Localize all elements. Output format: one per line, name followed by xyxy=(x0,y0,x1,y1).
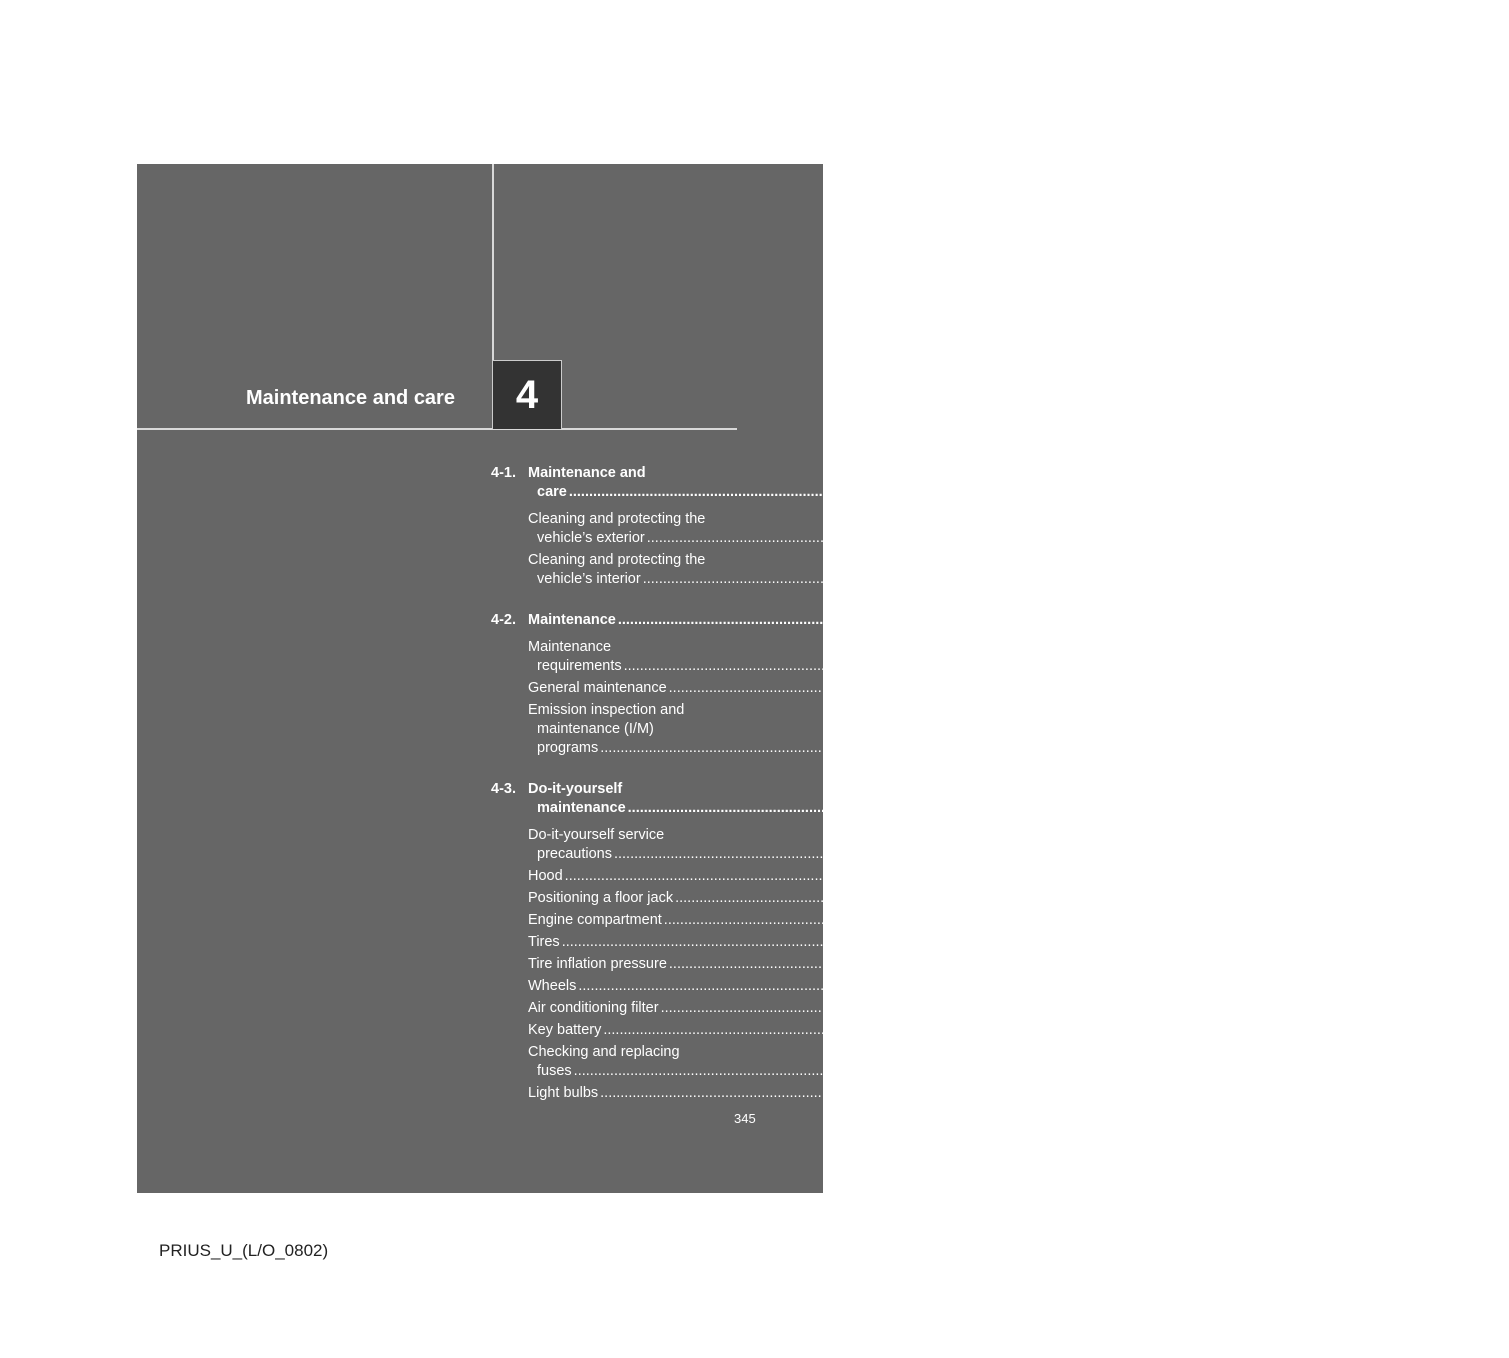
page-number: 345 xyxy=(734,1111,756,1126)
toc-line-text: Maintenance xyxy=(528,612,616,628)
toc-section-heading[interactable] xyxy=(491,611,1452,630)
toc-page-number[interactable]: 351 xyxy=(1427,612,1452,628)
toc-entry[interactable] xyxy=(491,1084,1435,1103)
toc-line xyxy=(528,977,1413,996)
toc-section-number: 4-3. xyxy=(491,781,516,797)
chapter-number: 4 xyxy=(515,372,539,417)
toc-line xyxy=(528,1084,1435,1103)
toc-page-number[interactable]: 346 xyxy=(1456,530,1481,546)
toc-line xyxy=(528,1021,1438,1040)
toc-entry[interactable] xyxy=(491,701,1435,758)
toc-line-text: fuses xyxy=(537,1063,572,1079)
toc-page-number[interactable]: 398 xyxy=(1383,1063,1408,1079)
toc-line xyxy=(528,867,1399,886)
toc-entry[interactable] xyxy=(491,955,1503,974)
toc-line xyxy=(528,657,1458,676)
toc-line-text: programs xyxy=(537,740,599,756)
chapter-number-tab xyxy=(492,360,562,429)
toc-line xyxy=(528,1043,739,1062)
toc-line-text: Light bulbs xyxy=(528,1085,599,1101)
dot-leader: ........................................................................................................................................................................................................ xyxy=(561,934,1368,950)
toc-entry[interactable] xyxy=(491,999,1495,1018)
dot-leader: ........................................................................................................................................................................................................ xyxy=(603,1022,1410,1038)
toc-page-number[interactable]: 351 xyxy=(1433,658,1458,674)
dot-leader: ........................................................................................................................................................................................................ xyxy=(668,680,1475,696)
spacer xyxy=(491,818,739,823)
toc-section-number: 4-2. xyxy=(491,612,516,628)
toc-line xyxy=(528,933,1396,952)
toc-entry[interactable] xyxy=(491,867,1399,886)
toc-entry[interactable] xyxy=(491,1043,1408,1081)
toc-entry[interactable] xyxy=(491,1021,1438,1040)
dot-leader: ........................................................................................................................................................................................................ xyxy=(600,1085,1406,1101)
toc-line-text: Hood xyxy=(528,868,563,884)
toc-line-text: vehicle’s interior xyxy=(537,571,641,587)
toc-line xyxy=(528,889,1509,908)
toc-entry[interactable] xyxy=(491,933,1396,952)
toc-page-number[interactable]: 356 xyxy=(1409,740,1435,756)
toc-line xyxy=(528,911,1498,930)
toc-entry[interactable] xyxy=(491,551,1477,589)
toc-entry[interactable] xyxy=(491,510,1481,548)
divider-horizontal xyxy=(137,428,737,430)
toc-page-number[interactable]: 357 xyxy=(1423,846,1448,862)
toc-page-number[interactable]: 396 xyxy=(1413,1022,1438,1038)
dot-leader: ........................................................................................................................................................................................................ xyxy=(627,800,1434,816)
dot-leader: ........................................................................................................................................................................................................ xyxy=(600,740,1406,756)
toc-line-text: care xyxy=(537,484,567,500)
toc-line-text: Wheels xyxy=(528,978,577,994)
toc-line xyxy=(528,483,1403,502)
toc-section-number: 4-1. xyxy=(491,465,516,481)
toc-page-number[interactable]: 353 xyxy=(1478,680,1503,696)
toc-line xyxy=(528,799,1462,818)
toc-line-text: Do-it-yourself xyxy=(528,781,623,797)
toc-section xyxy=(491,464,1481,589)
toc-entry[interactable] xyxy=(491,638,1458,676)
toc-entry[interactable] xyxy=(491,911,1498,930)
toc-page-number[interactable]: 379 xyxy=(1371,934,1396,950)
toc-line-text: vehicle’s exterior xyxy=(537,530,645,546)
toc-line xyxy=(528,529,1481,548)
toc-entry[interactable] xyxy=(491,826,1448,864)
toc-line xyxy=(528,701,739,720)
toc-line xyxy=(528,638,739,657)
toc-page-number[interactable]: 362 xyxy=(1484,890,1509,906)
toc-page-number[interactable]: 348 xyxy=(1452,571,1477,587)
toc-line-text: Positioning a floor jack xyxy=(528,890,674,906)
toc-section-heading[interactable] xyxy=(491,464,1403,502)
toc-line xyxy=(528,679,1503,698)
dot-leader: ........................................................................................................................................................................................................ xyxy=(646,530,1453,546)
toc-entry[interactable] xyxy=(491,889,1509,908)
toc-entry[interactable] xyxy=(491,977,1413,996)
toc-page-number[interactable]: 388 xyxy=(1478,956,1503,972)
dot-leader: ........................................................................................................................................................................................................ xyxy=(668,956,1475,972)
toc-line-text: General maintenance xyxy=(528,680,667,696)
dot-leader: ........................................................................................................................................................................................................ xyxy=(564,868,1371,884)
toc-line-text: Tire inflation pressure xyxy=(528,956,667,972)
toc-page-number[interactable]: 357 xyxy=(1437,800,1462,816)
toc-page-number[interactable]: 407 xyxy=(1409,1085,1435,1101)
dot-leader: ........................................................................................................................................................................................................ xyxy=(660,1000,1467,1016)
toc-line xyxy=(528,999,1495,1018)
toc-line-text: Engine compartment xyxy=(528,912,662,928)
dot-leader: ........................................................................................................................................................................................................ xyxy=(568,484,1375,500)
toc-line xyxy=(528,780,739,799)
dot-leader: ........................................................................................................................................................................................................ xyxy=(573,1063,1380,1079)
divider-vertical xyxy=(492,164,494,360)
toc-line xyxy=(528,551,739,570)
toc-section-heading[interactable] xyxy=(491,780,1462,818)
toc-entry[interactable] xyxy=(491,679,1503,698)
toc-line xyxy=(528,570,1477,589)
toc-line-text: Emission inspection and xyxy=(528,702,685,718)
dot-leader: ........................................................................................................................................................................................................ xyxy=(623,658,1430,674)
toc-page-number[interactable]: 392 xyxy=(1388,978,1413,994)
toc-line-text: requirements xyxy=(537,658,622,674)
toc-page-number[interactable]: 364 xyxy=(1473,912,1498,928)
toc-line xyxy=(528,955,1503,974)
toc-section xyxy=(491,611,1503,758)
dot-leader: ........................................................................................................................................................................................................ xyxy=(578,978,1385,994)
toc-line xyxy=(528,826,739,845)
toc-line xyxy=(528,739,1435,758)
toc-line-text: Checking and replacing xyxy=(528,1044,680,1060)
dot-leader: ........................................................................................................................................................................................................ xyxy=(663,912,1470,928)
toc-line-text: Key battery xyxy=(528,1022,602,1038)
toc-page-number[interactable]: 394 xyxy=(1470,1000,1495,1016)
spacer xyxy=(491,502,739,507)
toc-line xyxy=(528,1062,1408,1081)
toc-line-text: maintenance xyxy=(537,800,626,816)
toc-line xyxy=(528,464,739,483)
toc-line xyxy=(528,845,1448,864)
toc-line-text: precautions xyxy=(537,846,612,862)
toc-line xyxy=(528,510,739,529)
toc-line xyxy=(528,611,1452,630)
toc-line-text: Cleaning and protecting the xyxy=(528,552,706,568)
toc-line-text: Maintenance xyxy=(528,639,612,655)
dot-leader: ........................................................................................................................................................................................................ xyxy=(613,846,1420,862)
toc-page-number[interactable]: 346 xyxy=(1378,484,1403,500)
dot-leader: ........................................................................................................................................................................................................ xyxy=(642,571,1449,587)
toc-line-text: Do-it-yourself service xyxy=(528,827,665,843)
toc-line-text: Air conditioning filter xyxy=(528,1000,659,1016)
spacer xyxy=(491,630,739,635)
chapter-title: Maintenance and care xyxy=(246,387,455,409)
toc-line-text: maintenance (I/M) xyxy=(537,721,654,737)
toc-line-text: Maintenance and xyxy=(528,465,646,481)
toc-section xyxy=(491,780,1509,1103)
toc-line xyxy=(528,720,739,739)
toc-line-text: Cleaning and protecting the xyxy=(528,511,706,527)
dot-leader: ........................................................................................................................................................................................................ xyxy=(617,612,1424,628)
footer-code: PRIUS_U_(L/O_0802) xyxy=(159,1241,329,1260)
toc-page-number[interactable]: 361 xyxy=(1374,868,1399,884)
toc-line-text: Tires xyxy=(528,934,560,950)
dot-leader: ........................................................................................................................................................................................................ xyxy=(675,890,1481,906)
